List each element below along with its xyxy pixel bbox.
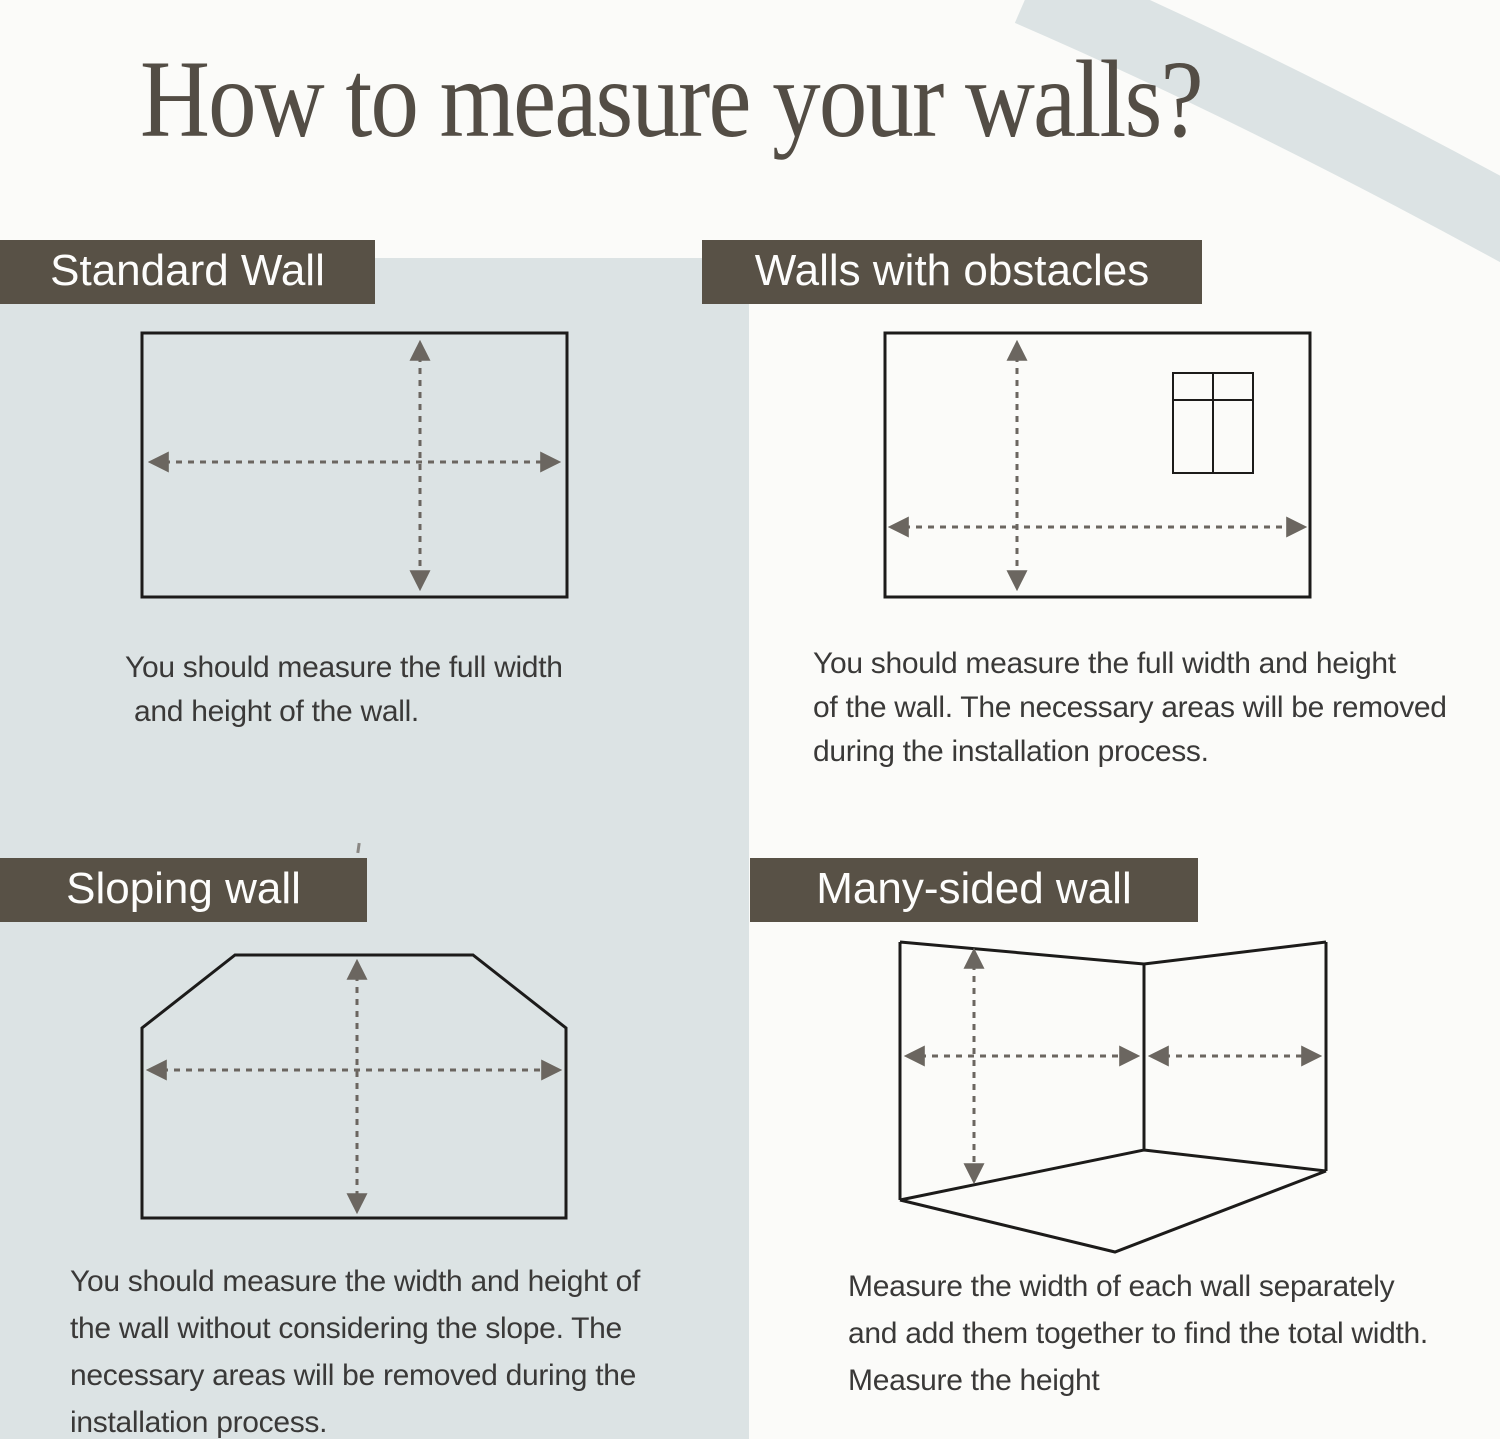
banner-sloping-wall: Sloping wall (0, 858, 367, 922)
caption-line: installation process. (70, 1406, 328, 1439)
obstacle-wall-outline (885, 333, 1310, 597)
caption-line: during the installation process. (813, 735, 1209, 768)
caption-line: You should measure the full width (125, 651, 563, 684)
caption-sloping-wall (70, 1258, 640, 1439)
page-title: How to measure your walls? (140, 38, 1202, 160)
obstacle-wall-diagram (885, 333, 1310, 597)
caption-line: Measure the height (848, 1364, 1100, 1397)
banner-many-sided-wall: Many-sided wall (750, 858, 1198, 922)
caption-line: the wall without considering the slope. The (70, 1312, 622, 1345)
many-sided-wall-diagram (900, 942, 1326, 1252)
caption-line: necessary areas will be removed during the (70, 1359, 637, 1392)
caption-line: and height of the wall. (134, 695, 419, 728)
corner-walls-outline (900, 942, 1326, 1252)
caption-line: You should measure the width and height of (70, 1265, 641, 1298)
window-icon (1173, 373, 1253, 473)
banner-standard-wall: Standard Wall (0, 240, 375, 304)
caption-standard-wall (125, 646, 563, 734)
caption-line: of the wall. The necessary areas will be removed (813, 691, 1447, 724)
caption-line: You should measure the full width and height (813, 647, 1396, 680)
caption-walls-with-obstacles (813, 642, 1447, 774)
banner-walls-with-obstacles: Walls with obstacles (702, 240, 1202, 304)
caption-line: Measure the width of each wall separately (848, 1270, 1395, 1303)
caption-many-sided-wall (848, 1263, 1428, 1404)
caption-line: and add them together to find the total width. (848, 1317, 1428, 1350)
